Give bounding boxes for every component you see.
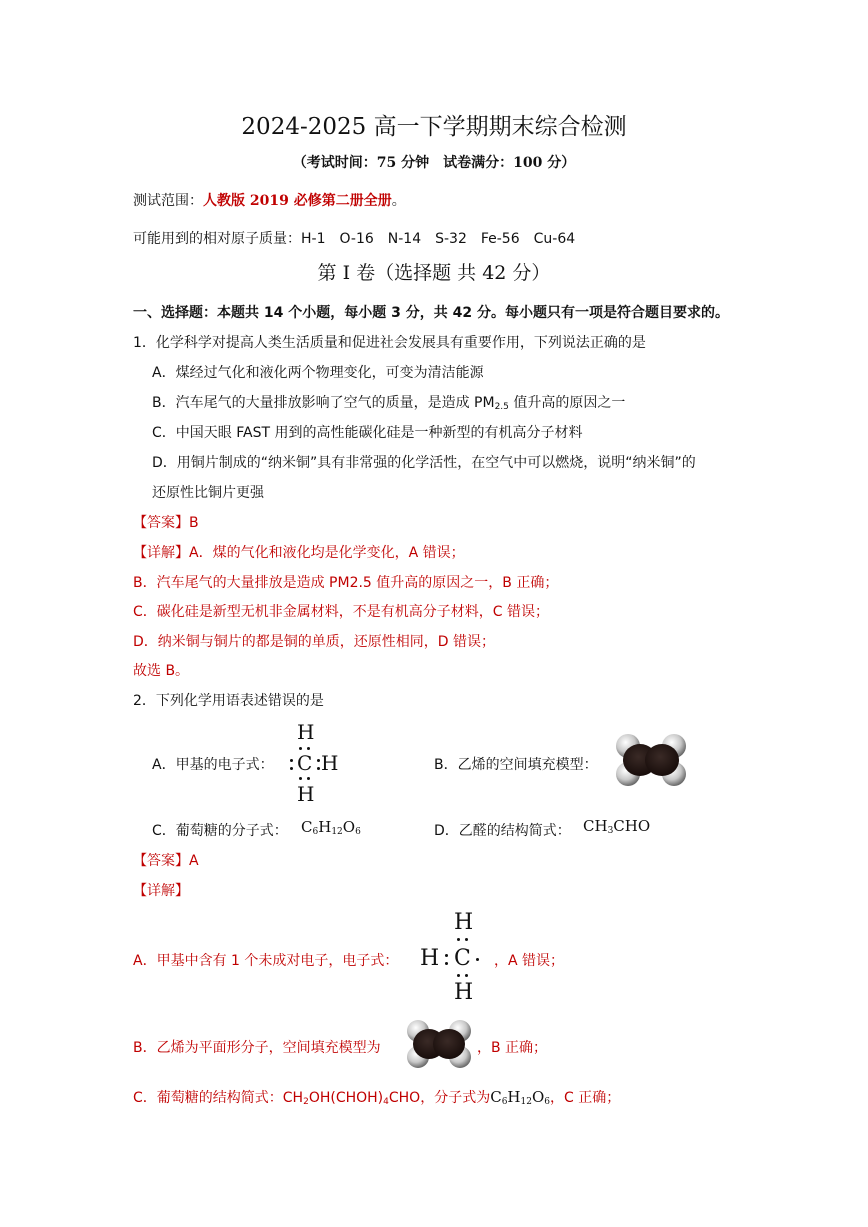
q2-detail-c: C．葡萄糖的结构简式：$CH_2OH(CHOH)_4CHO$，分子式为$C_6H_{12}O_6$，C 正确；	[133, 1088, 621, 1107]
q1-detail-c: C．碳化硅是新型无机非金属材料，不是有机高分子材料，C 错误；	[133, 604, 549, 620]
q1-detail-label: 【详解】	[133, 545, 189, 561]
q1-option-b	[152, 392, 625, 412]
q1-option-d-cont: 还原性比铜片更强	[152, 485, 264, 501]
methyl-electron-formula	[288, 722, 348, 804]
q1-option-b-sub: 2.5	[494, 402, 509, 412]
q2-answer	[133, 850, 199, 870]
exam-subtitle: （考试时间：75 分钟 试卷满分：100 分）	[292, 155, 576, 171]
q1-option-a: A．煤经过气化和液化两个物理变化，可变为清洁能源	[152, 365, 484, 381]
scope-line	[133, 190, 406, 210]
q2-detail-a: A．甲基中含有 1 个未成对电子，电子式：	[133, 953, 399, 969]
q2-detail-c-formula: $C_6H_{12}O_6$	[490, 1088, 551, 1107]
q2-detail-b: B．乙烯为平面形分子，空间填充模型为	[133, 1040, 381, 1056]
q1-conclusion: 故选 B。	[133, 663, 190, 679]
ethylene-model-small	[403, 1019, 475, 1069]
q1-stem: 1．化学科学对提高人类生活质量和促进社会发展具有重要作用，下列说法正确的是	[133, 335, 646, 351]
q1-option-d: D．用铜片制成的“纳米铜”具有非常强的化学活性，在空气中可以燃烧，说明“纳米铜”的	[152, 455, 696, 471]
q1-option-c: C．中国天眼 FAST 用到的高性能碳化硅是一种新型的有机高分子材料	[152, 425, 583, 441]
q2-detail-a-tail: ，A 错误；	[494, 953, 565, 969]
scope-end: 。	[391, 193, 406, 209]
q2-option-d-label: D．乙醛的结构简式：	[434, 823, 571, 839]
volume-title: 第 I 卷（选择题 共 42 分）	[317, 262, 551, 284]
q1-answer-label: 【答案】	[133, 515, 189, 531]
q1-detail-b: B．汽车尾气的大量排放是造成 PM2.5 值升高的原因之一，B 正确；	[133, 575, 559, 591]
scope-value: 人教版 2019 必修第二册全册	[203, 193, 392, 209]
q1-answer	[133, 512, 199, 532]
q2-answer-label: 【答案】	[133, 853, 189, 869]
q2-answer-value: A	[189, 853, 199, 869]
q2-stem: 2．下列化学用语表述错误的是	[133, 693, 324, 709]
section-instruction: 一、选择题：本题共 14 个小题，每小题 3 分，共 42 分。每小题只有一项是符合题目要求的。	[133, 305, 729, 321]
q1-detail-a-text: A．煤的气化和液化均是化学变化，A 错误；	[189, 545, 465, 561]
lewis-c: C	[297, 751, 313, 775]
methyl-radical-electron-formula: H H C H	[420, 912, 500, 1004]
acetaldehyde-formula: $CH_3CHO$	[583, 817, 651, 836]
lewis-h-right: H	[321, 751, 339, 775]
q2-option-c-label: C．葡萄糖的分子式：	[152, 823, 288, 839]
q2-detail-b-tail: ，B 正确；	[477, 1040, 548, 1056]
atomic-mass-values: H-1 O-16 N-14 S-32 Fe-56 Cu-64	[301, 231, 576, 247]
q1-detail-d: D．纳米铜与铜片的都是铜的单质，还原性相同，D 错误；	[133, 634, 496, 650]
glucose-formula: $C_6H_{12}O_6$	[301, 818, 361, 837]
lewis-h-top: H	[297, 720, 315, 744]
q2-detail-label: 【详解】	[133, 883, 189, 899]
lewis-h-bottom: H	[297, 782, 315, 806]
q1-option-b-text: B．汽车尾气的大量排放影响了空气的质量，是造成 PM	[152, 395, 495, 411]
scope-label: 测试范围：	[133, 193, 203, 209]
q2-option-b-label: B．乙烯的空间填充模型：	[434, 757, 598, 773]
q1-answer-value: B	[189, 515, 199, 531]
q1-option-b-tail: 值升高的原因之一	[508, 395, 626, 411]
exam-title: 2024-2025 高一下学期期末综合检测	[241, 114, 627, 140]
q2-option-a-label: A．甲基的电子式：	[152, 757, 274, 773]
atomic-mass-label: 可能用到的相对原子质量：	[133, 231, 301, 247]
q1-detail-a	[133, 542, 465, 562]
atomic-mass-line	[133, 228, 575, 248]
ethylene-space-filling-model	[612, 733, 690, 787]
